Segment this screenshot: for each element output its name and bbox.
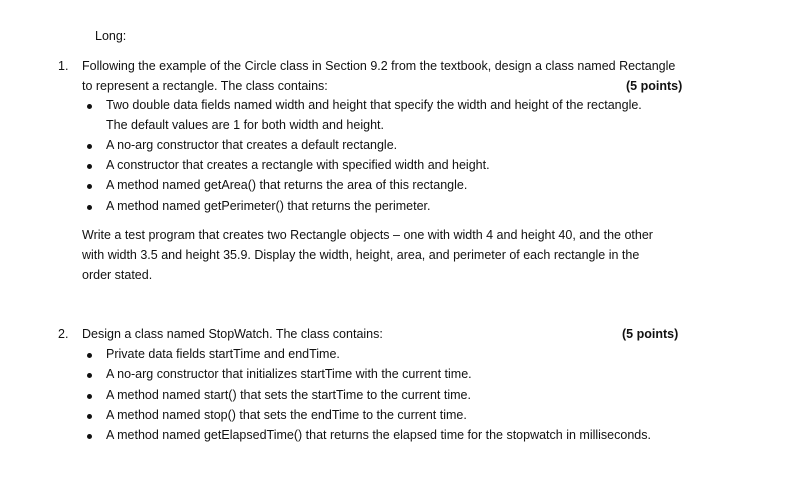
bullet-icon: [87, 104, 92, 109]
points-label: (5 points): [622, 327, 679, 341]
list-item: A method named getElapsedTime() that returns the elapsed time for the stopwatch in milliseconds.: [106, 428, 651, 442]
bullet-icon: [87, 184, 92, 189]
paragraph-line: Write a test program that creates two Rectangle objects – one with width 4 and height 40, and the other: [82, 228, 653, 242]
list-item-continuation: The default values are 1 for both width and height.: [106, 118, 384, 132]
bullet-icon: [87, 434, 92, 439]
question-number: 1.: [58, 59, 69, 73]
question-text-line: to represent a rectangle. The class contains:: [82, 79, 328, 93]
list-item: A method named getPerimeter() that returns the perimeter.: [106, 199, 431, 213]
paragraph-line: order stated.: [82, 268, 153, 282]
list-item: A method named getArea() that returns the area of this rectangle.: [106, 178, 468, 192]
bullet-icon: [87, 144, 92, 149]
list-item: A constructor that creates a rectangle with specified width and height.: [106, 158, 490, 172]
list-item: A no-arg constructor that initializes startTime with the current time.: [106, 367, 472, 381]
question-number: 2.: [58, 327, 69, 341]
list-item: A method named start() that sets the startTime to the current time.: [106, 388, 471, 402]
list-item: Two double data fields named width and height that specify the width and height of the rectangle.: [106, 98, 642, 112]
bullet-icon: [87, 353, 92, 358]
question-text-line: Design a class named StopWatch. The class contains:: [82, 327, 383, 341]
bullet-icon: [87, 205, 92, 210]
bullet-icon: [87, 373, 92, 378]
question-text-line: Following the example of the Circle class in Section 9.2 from the textbook, design a class named Rectangle: [82, 59, 676, 73]
list-item: A method named stop() that sets the endTime to the current time.: [106, 408, 467, 422]
points-label: (5 points): [626, 79, 683, 93]
list-item: A no-arg constructor that creates a default rectangle.: [106, 138, 398, 152]
bullet-icon: [87, 394, 92, 399]
list-item: Private data fields startTime and endTime.: [106, 347, 340, 361]
bullet-icon: [87, 414, 92, 419]
bullet-icon: [87, 164, 92, 169]
paragraph-line: with width 3.5 and height 35.9. Display the width, height, area, and perimeter of each rectangle in the: [82, 248, 640, 262]
page-heading: Long:: [95, 29, 127, 43]
